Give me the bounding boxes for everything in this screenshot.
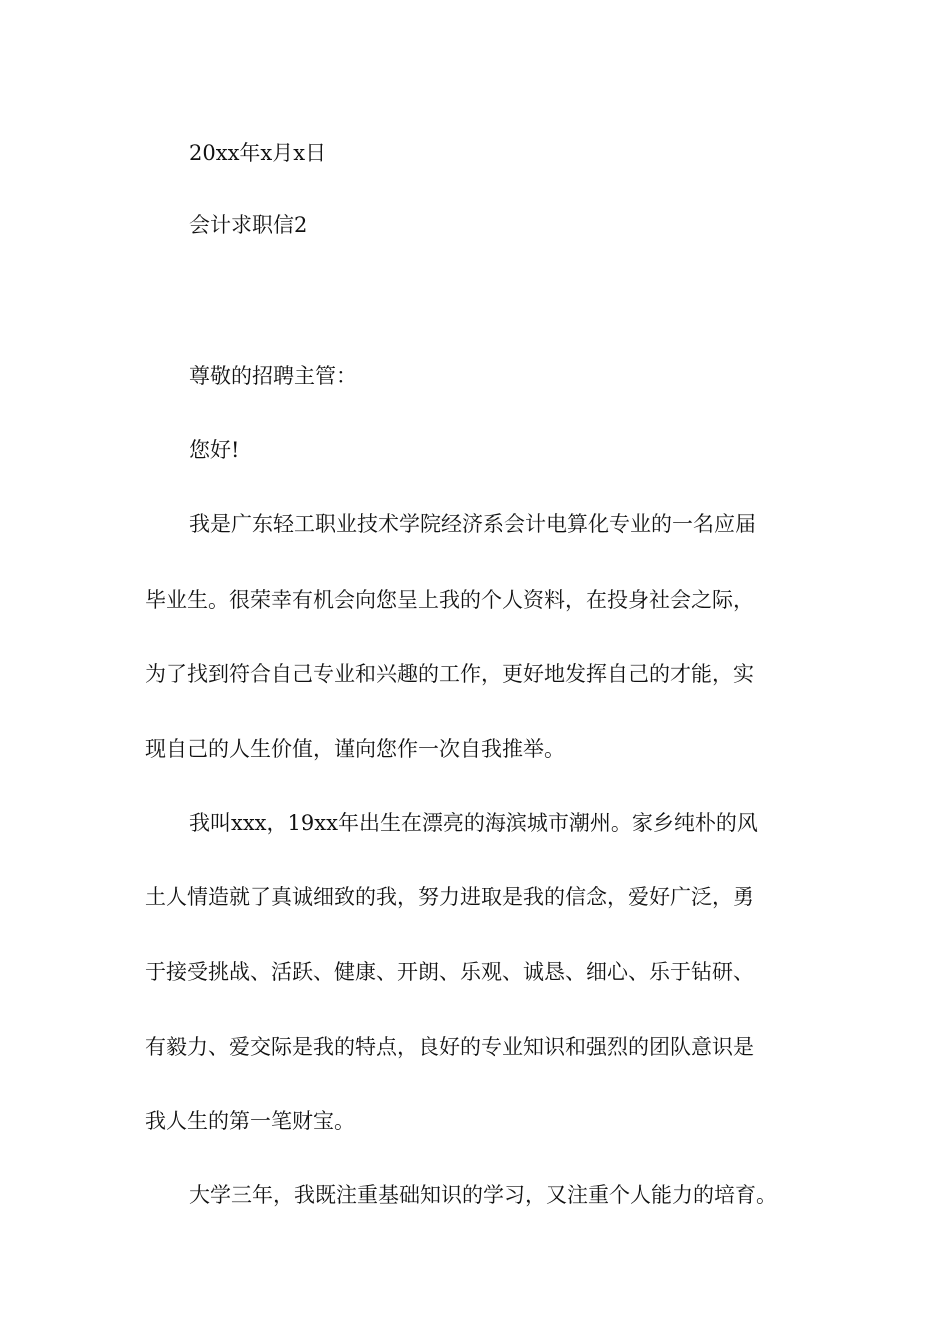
- letter-greeting: 您好!: [189, 438, 240, 462]
- paragraph-line: 我是广东轻工职业技术学院经济系会计电算化专业的一名应届: [189, 512, 756, 536]
- paragraph-line: 毕业生。很荣幸有机会向您呈上我的个人资料，在投身社会之际，: [145, 588, 754, 612]
- paragraph-line: 土人情造就了真诚细致的我，努力进取是我的信念，爱好广泛，勇: [145, 885, 754, 909]
- paragraph-line: 我人生的第一笔财宝。: [145, 1109, 355, 1133]
- letter-date: 20xx年x月x日: [189, 141, 327, 165]
- paragraph-line: 于接受挑战、活跃、健康、开朗、乐观、诚恳、细心、乐于钻研、: [145, 960, 754, 984]
- letter-heading: 会计求职信2: [189, 213, 308, 237]
- letter-salutation: 尊敬的招聘主管：: [189, 364, 357, 388]
- paragraph-line: 大学三年，我既注重基础知识的学习，又注重个人能力的培育。: [189, 1183, 777, 1207]
- paragraph-line: 我叫xxx，19xx年出生在漂亮的海滨城市潮州。家乡纯朴的风: [189, 811, 758, 835]
- paragraph-line: 有毅力、爱交际是我的特点，良好的专业知识和强烈的团队意识是: [145, 1035, 754, 1059]
- paragraph-line: 为了找到符合自己专业和兴趣的工作，更好地发挥自己的才能，实: [145, 662, 754, 686]
- paragraph-line: 现自己的人生价值，谨向您作一次自我推举。: [145, 737, 565, 761]
